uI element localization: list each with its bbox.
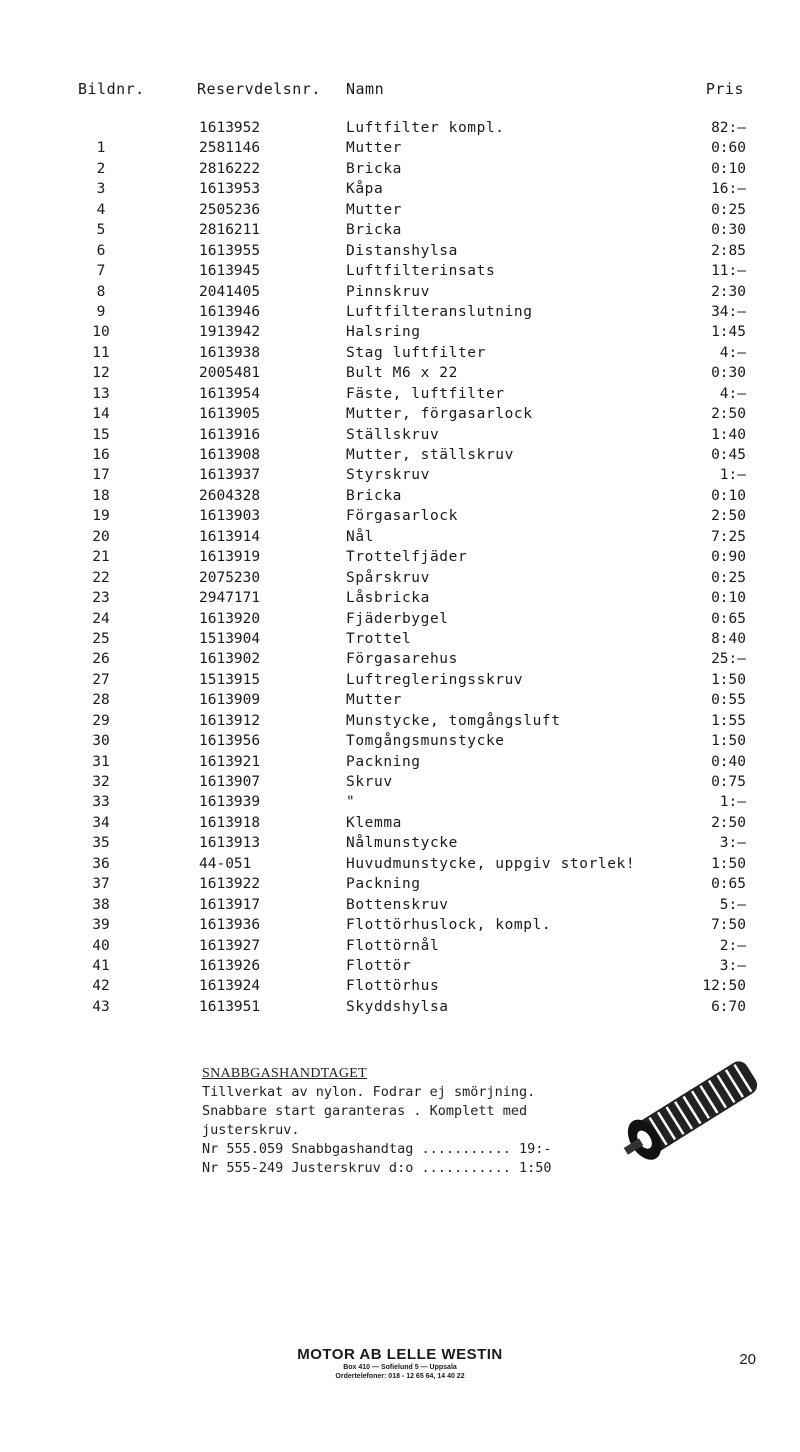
row-reservdelsnr: 1613919 — [199, 549, 261, 566]
row-bildnr: 21 — [92, 549, 110, 566]
row-bildnr: 18 — [92, 487, 110, 504]
row-pris: 16:— — [711, 181, 746, 198]
row-pris: 1:45 — [711, 324, 746, 341]
row-pris: 0:60 — [711, 140, 746, 157]
row-namn: Skruv — [346, 774, 393, 790]
row-namn: Mutter — [346, 140, 402, 157]
footer — [0, 1346, 800, 1381]
row-pris: 0:55 — [711, 692, 746, 709]
table-row — [0, 261, 800, 281]
row-namn: Bricka — [346, 160, 402, 177]
row-reservdelsnr: 1613927 — [199, 937, 261, 954]
row-namn: Skyddshylsa — [346, 998, 449, 1015]
table-row — [0, 752, 800, 772]
table-row — [0, 936, 800, 956]
row-reservdelsnr: 1613905 — [199, 406, 261, 423]
row-pris: 34:— — [711, 303, 746, 320]
row-pris: 0:90 — [711, 549, 746, 566]
table-row — [0, 179, 800, 199]
table-row — [0, 220, 800, 240]
row-pris: 5:— — [719, 896, 746, 913]
table-row — [0, 874, 800, 894]
row-pris: 2:30 — [711, 283, 746, 300]
row-pris: 1:50 — [711, 671, 746, 688]
row-reservdelsnr: 1613920 — [199, 610, 261, 627]
row-namn: Flottörhus — [346, 978, 440, 995]
row-pris: 12:50 — [702, 978, 746, 995]
table-row — [0, 588, 800, 608]
row-reservdelsnr: 2816222 — [199, 160, 261, 177]
row-bildnr: 4 — [96, 201, 106, 218]
row-namn: Flottörnål — [346, 937, 440, 954]
row-bildnr: 20 — [92, 528, 110, 545]
row-namn: Klemma — [346, 814, 402, 831]
row-pris: 0:10 — [711, 160, 746, 177]
row-bildnr: 29 — [92, 712, 110, 729]
row-bildnr: 32 — [92, 774, 110, 790]
row-reservdelsnr: 2581146 — [199, 140, 261, 157]
row-reservdelsnr: 1613926 — [199, 957, 261, 974]
row-namn: Mutter — [346, 692, 402, 709]
table-row — [0, 854, 800, 874]
row-bildnr: 30 — [92, 733, 110, 750]
row-pris: 82:— — [711, 120, 746, 136]
row-pris: 4:— — [719, 344, 746, 361]
table-row — [0, 833, 800, 853]
row-namn: Trottel — [346, 630, 412, 647]
row-reservdelsnr: 2604328 — [199, 487, 261, 504]
row-pris: 1:— — [719, 794, 746, 811]
row-reservdelsnr: 1513915 — [199, 671, 261, 688]
row-bildnr: 40 — [92, 937, 110, 954]
page-number: 20 — [739, 1351, 756, 1368]
row-bildnr: 31 — [92, 753, 110, 770]
row-reservdelsnr: 1613952 — [199, 120, 261, 136]
table-row — [0, 343, 800, 363]
table-row — [0, 527, 800, 547]
row-namn: Flottör — [346, 957, 412, 974]
row-reservdelsnr: 1613907 — [199, 774, 261, 790]
table-row — [0, 895, 800, 915]
row-bildnr: 14 — [92, 406, 110, 423]
row-reservdelsnr: 1613921 — [199, 753, 261, 770]
row-pris: 2:50 — [711, 508, 746, 525]
row-reservdelsnr: 1513904 — [199, 630, 261, 647]
table-row — [0, 200, 800, 220]
row-reservdelsnr: 1613955 — [199, 242, 261, 259]
snabbgas-text-line: justerskruv. — [202, 1122, 300, 1138]
row-namn: Halsring — [346, 324, 421, 341]
company-address: Box 410 — Sofielund 5 — Uppsala — [343, 1364, 457, 1371]
row-pris: 0:25 — [711, 201, 746, 218]
row-bildnr: 13 — [92, 385, 110, 402]
company-phones: Ordertelefoner: 018 - 12 65 64, 14 40 22 — [335, 1373, 465, 1380]
row-bildnr: 3 — [96, 181, 106, 198]
row-namn: Stag luftfilter — [346, 344, 486, 361]
row-reservdelsnr: 2075230 — [199, 569, 261, 586]
table-row — [0, 486, 800, 506]
row-bildnr: 19 — [92, 508, 110, 525]
row-namn: Förgasarehus — [346, 651, 458, 668]
row-reservdelsnr: 1613918 — [199, 814, 261, 831]
row-pris: 1:50 — [711, 855, 746, 872]
table-row — [0, 282, 800, 302]
snabbgas-text-line: Snabbare start garanteras . Komplett med — [202, 1103, 528, 1119]
table-row — [0, 792, 800, 812]
parts-table — [0, 118, 800, 1017]
row-reservdelsnr: 1613939 — [199, 794, 261, 811]
row-reservdelsnr: 1913942 — [199, 324, 261, 341]
row-reservdelsnr: 2947171 — [199, 590, 261, 607]
table-row — [0, 547, 800, 567]
row-namn: Distanshylsa — [346, 242, 458, 259]
table-row — [0, 445, 800, 465]
table-row — [0, 241, 800, 261]
row-bildnr: 11 — [92, 344, 110, 361]
table-row — [0, 363, 800, 383]
row-bildnr: 12 — [92, 365, 110, 382]
row-bildnr: 35 — [92, 835, 110, 852]
table-row — [0, 670, 800, 690]
snabbgas-title: SNABBGASHANDTAGET — [202, 1066, 367, 1081]
row-reservdelsnr: 1613908 — [199, 447, 261, 463]
row-pris: 3:— — [719, 957, 746, 974]
row-namn: " — [346, 794, 356, 811]
row-namn: Luftfilteranslutning — [346, 303, 533, 320]
row-bildnr: 38 — [92, 896, 110, 913]
table-row — [0, 568, 800, 588]
row-pris: 1:55 — [711, 712, 746, 729]
company-name: MOTOR AB LELLE WESTIN — [297, 1346, 503, 1363]
row-bildnr: 24 — [92, 610, 110, 627]
row-pris: 1:40 — [711, 426, 746, 443]
row-pris: 1:— — [719, 467, 746, 484]
row-namn: Styrskruv — [346, 467, 430, 484]
row-reservdelsnr: 1613938 — [199, 344, 261, 361]
column-header-bildnr: Bildnr. — [78, 80, 145, 98]
row-namn: Luftfilter kompl. — [346, 120, 505, 136]
row-bildnr: 6 — [96, 242, 106, 259]
row-bildnr: 26 — [92, 651, 110, 668]
table-row — [0, 404, 800, 424]
table-row — [0, 425, 800, 445]
table-row — [0, 302, 800, 322]
row-reservdelsnr: 1613913 — [199, 835, 261, 852]
row-namn: Fäste, luftfilter — [346, 385, 505, 402]
row-reservdelsnr: 1613916 — [199, 426, 261, 443]
row-namn: Bricka — [346, 487, 402, 504]
row-namn: Låsbricka — [346, 590, 430, 607]
row-pris: 0:40 — [711, 753, 746, 770]
table-row — [0, 118, 800, 138]
row-pris: 7:25 — [711, 528, 746, 545]
row-reservdelsnr: 1613945 — [199, 263, 261, 280]
row-namn: Mutter — [346, 201, 402, 218]
snabbgas-price-line: Nr 555-249 Justerskruv d:o ........... 1:50 — [202, 1160, 552, 1176]
row-reservdelsnr: 1613946 — [199, 303, 261, 320]
row-pris: 0:65 — [711, 610, 746, 627]
row-pris: 0:75 — [711, 774, 746, 790]
row-pris: 8:40 — [711, 630, 746, 647]
row-bildnr: 2 — [96, 160, 106, 177]
table-row — [0, 629, 800, 649]
row-bildnr: 25 — [92, 630, 110, 647]
row-reservdelsnr: 2005481 — [199, 365, 261, 382]
row-reservdelsnr: 1613922 — [199, 876, 261, 893]
row-pris: 11:— — [711, 263, 746, 280]
row-reservdelsnr: 2041405 — [199, 283, 261, 300]
row-bildnr: 42 — [92, 978, 110, 995]
row-bildnr: 43 — [92, 998, 110, 1015]
row-bildnr: 15 — [92, 426, 110, 443]
row-bildnr: 33 — [92, 794, 110, 811]
snabbgas-price-line: Nr 555.059 Snabbgashandtag ........... 19:- — [202, 1141, 552, 1157]
row-reservdelsnr: 1613924 — [199, 978, 261, 995]
row-bildnr: 23 — [92, 590, 110, 607]
table-row — [0, 465, 800, 485]
row-namn: Bottenskruv — [346, 896, 449, 913]
row-reservdelsnr: 1613909 — [199, 692, 261, 709]
snabbgas-section — [202, 1064, 632, 1178]
row-namn: Tomgångsmunstycke — [346, 733, 505, 750]
row-namn: Mutter, ställskruv — [346, 447, 514, 463]
row-namn: Nål — [346, 528, 374, 545]
row-namn: Kåpa — [346, 181, 384, 198]
row-namn: Mutter, förgasarlock — [346, 406, 533, 423]
row-bildnr: 41 — [92, 957, 110, 974]
row-bildnr: 1 — [96, 140, 106, 157]
row-pris: 3:— — [719, 835, 746, 852]
row-bildnr: 39 — [92, 917, 110, 934]
table-row — [0, 813, 800, 833]
table-row — [0, 649, 800, 669]
row-reservdelsnr: 1613936 — [199, 917, 261, 934]
table-row — [0, 384, 800, 404]
table-row — [0, 690, 800, 710]
row-bildnr: 10 — [92, 324, 110, 341]
row-pris: 2:50 — [711, 406, 746, 423]
row-namn: Spårskruv — [346, 569, 430, 586]
row-namn: Bricka — [346, 222, 402, 239]
row-bildnr: 17 — [92, 467, 110, 484]
row-pris: 2:— — [719, 937, 746, 954]
row-pris: 6:70 — [711, 998, 746, 1015]
table-row — [0, 976, 800, 996]
row-namn: Luftregleringsskruv — [346, 671, 524, 688]
column-header-pris: Pris — [705, 80, 744, 98]
table-row — [0, 138, 800, 158]
row-namn: Ställskruv — [346, 426, 440, 443]
row-namn: Luftfilterinsats — [346, 263, 496, 280]
row-bildnr: 37 — [92, 876, 110, 893]
table-row — [0, 609, 800, 629]
row-namn: Flottörhuslock, kompl. — [346, 917, 552, 934]
column-header-reservdelsnr: Reservdelsnr. — [197, 80, 321, 98]
row-bildnr: 22 — [92, 569, 110, 586]
row-bildnr: 5 — [96, 222, 106, 239]
row-pris: 0:25 — [711, 569, 746, 586]
row-reservdelsnr: 1613917 — [199, 896, 261, 913]
table-row — [0, 731, 800, 751]
row-reservdelsnr: 1613954 — [199, 385, 261, 402]
row-bildnr: 16 — [92, 447, 110, 463]
row-pris: 0:10 — [711, 590, 746, 607]
row-bildnr: 27 — [92, 671, 110, 688]
row-pris: 0:45 — [711, 447, 746, 463]
snabbgas-text-line: Tillverkat av nylon. Fodrar ej smörjning. — [202, 1084, 536, 1100]
row-bildnr: 9 — [96, 303, 106, 320]
table-row — [0, 915, 800, 935]
row-namn: Förgasarlock — [346, 508, 458, 525]
row-reservdelsnr: 1613953 — [199, 181, 261, 198]
row-reservdelsnr: 1613951 — [199, 998, 261, 1015]
row-namn: Trottelfjäder — [346, 549, 468, 566]
row-namn: Munstycke, tomgångsluft — [346, 712, 561, 729]
row-reservdelsnr: 1613914 — [199, 528, 261, 545]
row-pris: 0:30 — [711, 365, 746, 382]
row-reservdelsnr: 1613937 — [199, 467, 261, 484]
row-bildnr: 36 — [92, 855, 110, 872]
row-bildnr: 28 — [92, 692, 110, 709]
table-row — [0, 159, 800, 179]
row-bildnr: 7 — [96, 263, 106, 280]
table-row — [0, 772, 800, 792]
row-reservdelsnr: 44-051 — [199, 855, 252, 872]
row-reservdelsnr: 2505236 — [199, 201, 261, 218]
row-reservdelsnr: 2816211 — [199, 222, 261, 239]
table-row — [0, 506, 800, 526]
row-pris: 0:65 — [711, 876, 746, 893]
row-bildnr: 34 — [92, 814, 110, 831]
row-namn: Pinnskruv — [346, 283, 430, 300]
row-reservdelsnr: 1613956 — [199, 733, 261, 750]
row-namn: Packning — [346, 876, 421, 893]
row-pris: 25:— — [711, 651, 746, 668]
row-reservdelsnr: 1613912 — [199, 712, 261, 729]
row-pris: 2:50 — [711, 814, 746, 831]
table-row — [0, 997, 800, 1017]
table-row — [0, 711, 800, 731]
row-pris: 2:85 — [711, 242, 746, 259]
row-pris: 0:30 — [711, 222, 746, 239]
row-namn: Bult M6 x 22 — [346, 365, 458, 382]
row-namn: Nålmunstycke — [346, 835, 458, 852]
row-namn: Fjäderbygel — [346, 610, 449, 627]
column-header-namn: Namn — [346, 80, 385, 98]
row-reservdelsnr: 1613902 — [199, 651, 261, 668]
table-row — [0, 322, 800, 342]
throttle-grip-illustration — [612, 1050, 772, 1170]
row-pris: 1:50 — [711, 733, 746, 750]
row-namn: Packning — [346, 753, 421, 770]
row-reservdelsnr: 1613903 — [199, 508, 261, 525]
row-pris: 7:50 — [711, 917, 746, 934]
row-pris: 4:— — [719, 385, 746, 402]
row-namn: Huvudmunstycke, uppgiv storlek! — [346, 855, 636, 872]
table-row — [0, 956, 800, 976]
row-bildnr: 8 — [96, 283, 106, 300]
row-pris: 0:10 — [711, 487, 746, 504]
